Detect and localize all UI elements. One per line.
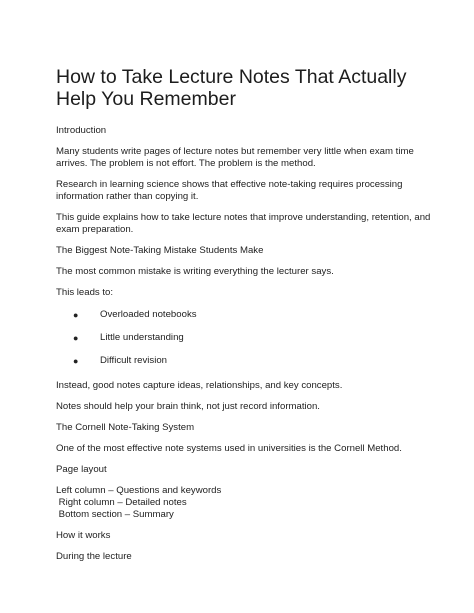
- during-lecture-heading: During the lecture: [56, 551, 132, 562]
- intro-paragraph-1: Many students write pages of lecture notes but remember very little when exam time arrives. The problem is not effort. The problem is the method.: [56, 146, 414, 169]
- leads-to-text: This leads to:: [56, 287, 114, 298]
- cornell-heading: The Cornell Note-Taking System: [56, 422, 195, 433]
- intro-paragraph-2: Research in learning science shows that effective note-taking requires processing information rather than copying it.: [56, 179, 403, 202]
- mistake-paragraph: The most common mistake is writing everything the lecturer says.: [56, 266, 334, 277]
- layout-line-left: Left column – Questions and keywords: [56, 485, 222, 496]
- page-layout-heading: Page layout: [56, 464, 107, 475]
- list-item: [73, 309, 434, 321]
- layout-description: [56, 485, 434, 521]
- list-item-text: Overloaded notebooks: [100, 309, 197, 320]
- bullet-icon: ●: [73, 310, 79, 320]
- consequences-list: [56, 309, 434, 367]
- mistake-heading: The Biggest Note-Taking Mistake Students Make: [56, 245, 264, 256]
- bullet-icon: ●: [73, 333, 79, 343]
- how-it-works-heading: How it works: [56, 530, 111, 541]
- list-item-text: Difficult revision: [100, 355, 168, 366]
- introduction-heading: Introduction: [56, 125, 107, 136]
- layout-line-bottom: Bottom section – Summary: [56, 509, 174, 520]
- bullet-icon: ●: [73, 356, 79, 366]
- document-title: How to Take Lecture Notes That Actually Help You Remember: [56, 66, 407, 110]
- list-item: [73, 355, 434, 367]
- list-item-text: Little understanding: [100, 332, 184, 343]
- help-brain-paragraph: Notes should help your brain think, not just record information.: [56, 401, 320, 412]
- layout-line-right: Right column – Detailed notes: [56, 497, 187, 508]
- list-item: [73, 332, 434, 344]
- instead-paragraph: Instead, good notes capture ideas, relationships, and key concepts.: [56, 380, 343, 391]
- intro-paragraph-3: This guide explains how to take lecture notes that improve understanding, retention, and exam preparation.: [56, 212, 431, 235]
- cornell-paragraph: One of the most effective note systems used in universities is the Cornell Method.: [56, 443, 402, 454]
